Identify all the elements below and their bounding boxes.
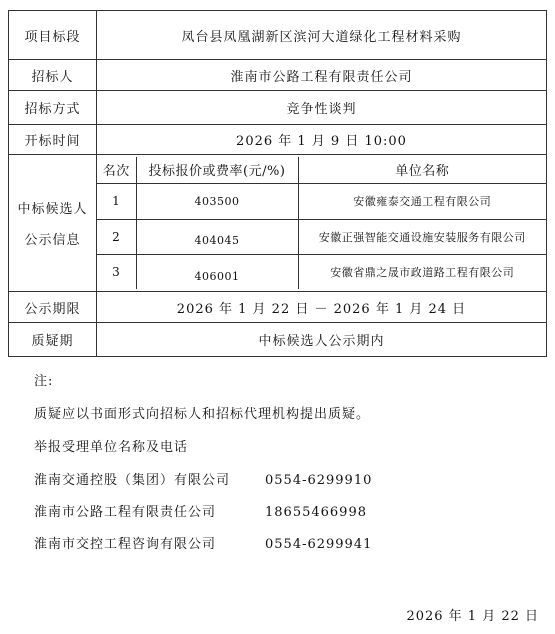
query-label: 质疑期 <box>9 323 97 357</box>
candidate-rank: 3 <box>97 254 136 289</box>
tenderer-label: 招标人 <box>9 60 97 91</box>
candidate-unit: 安徽正强智能交通设施安装服务有限公司 <box>298 219 546 254</box>
method-label: 招标方式 <box>9 91 97 125</box>
announcement-date: 2026 年 1 月 22 日 <box>406 609 539 624</box>
opening-value: 2026 年 1 月 9 日 10:00 <box>97 125 547 155</box>
notes-line-query: 质疑应以书面形式向招标人和招标代理机构提出质疑。 <box>34 407 371 422</box>
candidate-unit: 安徽雍泰交通工程有限公司 <box>298 183 546 219</box>
row-tenderer <box>9 60 547 91</box>
contact-phone: 18655466998 <box>265 505 367 520</box>
project-label: 项目标段 <box>9 11 97 60</box>
bid-result-table <box>8 10 547 357</box>
row-method <box>9 91 547 125</box>
candidate-bid: 403500 <box>136 183 298 219</box>
contact-phone: 0554-6299941 <box>265 537 373 552</box>
candidates-table <box>97 157 546 289</box>
candidate-unit: 安徽省鼎之晟市政道路工程有限公司 <box>298 254 546 289</box>
row-project <box>9 11 547 60</box>
period-label: 公示期限 <box>9 292 97 323</box>
row-candidates <box>9 155 547 292</box>
candidates-label-line2: 公示信息 <box>24 233 81 248</box>
candidate-row <box>97 183 546 219</box>
tenderer-value: 淮南市公路工程有限责任公司 <box>97 60 547 91</box>
contact-name: 淮南市交控工程咨询有限公司 <box>34 537 217 552</box>
candidate-bid: 406001 <box>136 254 298 289</box>
opening-label: 开标时间 <box>9 125 97 155</box>
query-value: 中标候选人公示期内 <box>97 323 547 357</box>
contact-row <box>34 503 544 535</box>
candidate-row <box>97 254 546 289</box>
candidates-cell <box>97 155 547 292</box>
candidate-rank: 1 <box>97 183 136 219</box>
contact-row <box>34 471 544 503</box>
row-query <box>9 323 547 357</box>
header-bid: 投标报价或费率(元/%) <box>136 157 298 183</box>
contact-row <box>34 535 544 567</box>
contact-phone: 0554-6299910 <box>265 473 373 488</box>
candidates-label-line1: 中标候选人 <box>17 202 88 217</box>
contact-name: 淮南交通控股（集团）有限公司 <box>34 473 231 488</box>
row-period <box>9 292 547 323</box>
candidate-row <box>97 219 546 254</box>
header-unit: 单位名称 <box>298 157 546 183</box>
notes-line-report: 举报受理单位名称及电话 <box>34 440 189 455</box>
project-value: 凤台县凤凰湖新区滨河大道绿化工程材料采购 <box>97 11 547 60</box>
candidate-rank: 2 <box>97 219 136 254</box>
period-value: 2026 年 1 月 22 日 － 2026 年 1 月 24 日 <box>97 292 547 323</box>
notes-title: 注: <box>34 374 54 389</box>
notes-section <box>34 372 544 567</box>
candidate-bid: 404045 <box>136 219 298 254</box>
row-opening <box>9 125 547 155</box>
method-value: 竞争性谈判 <box>97 91 547 125</box>
candidates-header-row <box>97 157 546 183</box>
contact-name: 淮南市公路工程有限责任公司 <box>34 505 217 520</box>
header-rank: 名次 <box>97 157 136 183</box>
candidates-label <box>9 155 97 292</box>
